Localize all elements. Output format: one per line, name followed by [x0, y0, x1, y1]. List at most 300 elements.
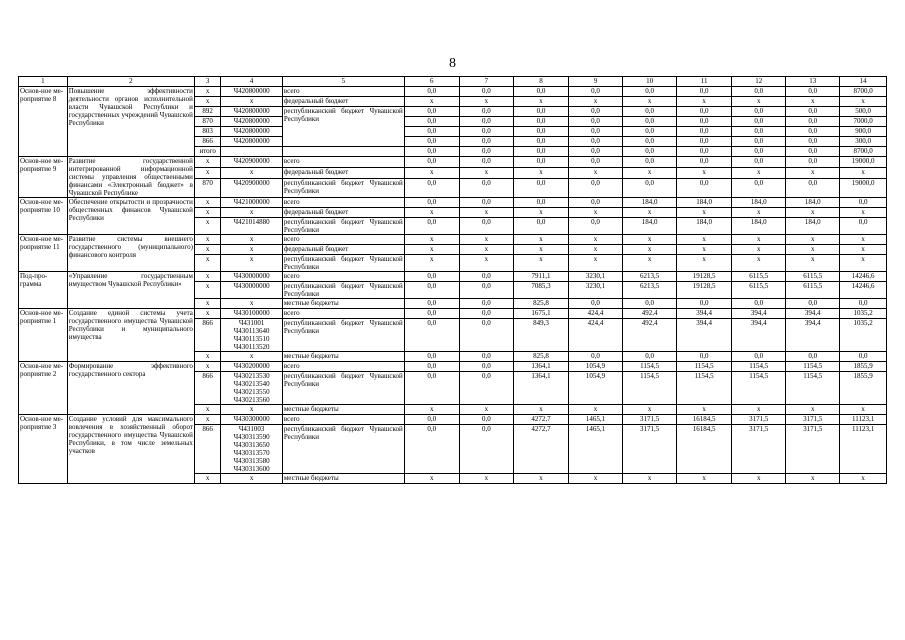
value-cell: x	[404, 474, 459, 484]
table-row	[19, 309, 887, 319]
value-cell: x	[677, 474, 732, 484]
value-cell: 1855,9	[840, 362, 887, 372]
kbk-cell: Ч431003 Ч430313590 Ч430313650 Ч430313570 Ч430313580 Ч430313600	[221, 425, 282, 474]
header-row	[19, 77, 887, 87]
kbk-cell: Ч420800000	[221, 107, 282, 117]
table-row	[19, 272, 887, 282]
value-cell: 394,4	[732, 319, 786, 352]
value-cell: x	[623, 405, 677, 415]
source-cell: республиканский бюджет Чувашской Республики	[283, 218, 403, 234]
header-cell: 3	[194, 77, 220, 87]
source-cell: федеральный бюджет	[282, 97, 404, 107]
value-cell: x	[786, 97, 840, 107]
value-cell: 14246,6	[840, 272, 887, 282]
value-cell: 16184,5	[677, 425, 732, 474]
grbs-cell: 803	[194, 127, 220, 137]
value-cell: 0,0	[677, 147, 732, 157]
value-cell: x	[459, 255, 513, 272]
value-cell: 6115,5	[786, 272, 840, 282]
kbk-cell: x	[221, 245, 282, 255]
value-cell: x	[569, 255, 623, 272]
value-cell: 3171,5	[786, 415, 840, 425]
kbk-cell: x	[221, 405, 282, 415]
source-cell: республиканский бюджет Чувашской Республики	[282, 372, 404, 405]
value-cell: 0,0	[569, 117, 623, 127]
source-cell: федеральный бюджет	[282, 168, 404, 179]
kbk-cell: x	[221, 97, 282, 107]
source-cell: республиканский бюджет Чувашской Республики	[282, 319, 404, 352]
header-cell: 13	[786, 77, 840, 87]
table-row	[19, 157, 887, 168]
source-cell: всего	[282, 235, 404, 245]
value-cell: x	[569, 208, 623, 218]
value-cell: x	[840, 208, 887, 218]
value-cell: x	[786, 235, 840, 245]
value-cell: x	[623, 255, 677, 272]
source-cell: республиканский бюджет Чувашской Республики	[282, 425, 404, 474]
value-cell: x	[513, 474, 568, 484]
value-cell: x	[677, 235, 732, 245]
value-cell: 500,0	[840, 107, 887, 117]
value-cell: x	[459, 208, 513, 218]
value-cell: 16184,5	[677, 415, 732, 425]
event-type-cell: Основ-ное ме-роприятие 10	[19, 198, 68, 235]
value-cell: x	[840, 405, 887, 415]
value-cell: x	[513, 168, 568, 179]
value-cell: x	[623, 235, 677, 245]
value-cell: 0,0	[786, 137, 840, 147]
source-cell: местные бюджеты	[282, 405, 404, 415]
value-cell: 1364,1	[513, 372, 568, 405]
table-row	[19, 415, 887, 425]
value-cell: 3230,1	[569, 272, 623, 282]
value-cell: 184,0	[677, 198, 732, 208]
value-cell: x	[840, 97, 887, 107]
value-cell: 1855,9	[840, 372, 887, 405]
value-cell: 11123,1	[840, 415, 887, 425]
value-cell: x	[732, 255, 786, 272]
value-cell: 0,0	[459, 425, 513, 474]
grbs-cell: 870	[194, 179, 220, 198]
event-name-cell: Развитие системы внешнего государственного (муниципального) финансового контроля	[67, 235, 194, 272]
value-cell: x	[513, 208, 568, 218]
grbs-cell: 866	[194, 137, 220, 147]
value-cell: 4272,7	[513, 425, 568, 474]
value-cell: 3171,5	[732, 425, 786, 474]
value-cell: 900,0	[840, 127, 887, 137]
value-cell: 184,0	[732, 218, 786, 235]
value-cell: x	[569, 405, 623, 415]
value-cell: 394,4	[786, 319, 840, 352]
grbs-cell: x	[194, 282, 220, 299]
value-cell: 8700,0	[840, 147, 887, 157]
event-name-cell: Формирование эффективного государственного сектора	[67, 362, 194, 415]
header-cell: 9	[569, 77, 623, 87]
value-cell: 1364,1	[513, 362, 568, 372]
kbk-cell: Ч430000000	[221, 282, 282, 299]
value-cell: x	[513, 245, 568, 255]
value-cell: 19000,0	[840, 157, 887, 168]
value-cell: 492,4	[623, 319, 677, 352]
value-cell: x	[569, 97, 623, 107]
value-cell: 0,0	[459, 87, 513, 97]
value-cell: x	[677, 97, 732, 107]
value-cell: 300,0	[840, 137, 887, 147]
value-cell: 0,0	[786, 117, 840, 127]
header-cell: 4	[221, 77, 282, 87]
value-cell: 0,0	[459, 299, 513, 309]
value-cell: 3230,1	[569, 282, 623, 299]
value-cell: 0,0	[840, 198, 887, 208]
value-cell: x	[732, 208, 786, 218]
value-cell: 0,0	[677, 107, 732, 117]
value-cell: 0,0	[404, 299, 459, 309]
value-cell: 825,8	[513, 352, 568, 362]
value-cell: x	[623, 97, 677, 107]
value-cell: 0,0	[513, 157, 568, 168]
value-cell: 1154,5	[623, 362, 677, 372]
value-cell: 0,0	[513, 198, 568, 208]
value-cell: 0,0	[404, 157, 459, 168]
value-cell: 19000,0	[840, 179, 887, 198]
value-cell: x	[404, 168, 459, 179]
kbk-cell: Ч420800000	[221, 127, 282, 137]
value-cell: 0,0	[569, 127, 623, 137]
kbk-cell: Ч421000000	[221, 198, 282, 208]
value-cell: 0,0	[459, 147, 513, 157]
value-cell: 0,0	[459, 362, 513, 372]
kbk-cell: Ч420900000	[221, 157, 282, 168]
value-cell: x	[459, 168, 513, 179]
value-cell: 0,0	[569, 107, 623, 117]
value-cell: x	[459, 97, 513, 107]
value-cell: x	[404, 97, 459, 107]
grbs-cell: x	[194, 272, 220, 282]
value-cell: 0,0	[840, 352, 887, 362]
kbk-cell: Ч430300000	[221, 415, 282, 425]
event-type-cell: Основ-ное ме-роприятие 3	[19, 415, 68, 484]
value-cell: 0,0	[404, 362, 459, 372]
value-cell: 0,0	[404, 319, 459, 352]
source-cell	[282, 147, 404, 157]
value-cell: 6115,5	[786, 282, 840, 299]
event-name-cell: Развитие государственной интегрированной информационной системы управления общественными финансами «Электронный бюджет» в Чувашской Республике	[68, 157, 193, 197]
value-cell: 184,0	[623, 218, 677, 235]
value-cell: 0,0	[623, 87, 677, 97]
value-cell: 0,0	[513, 218, 568, 235]
value-cell: 0,0	[459, 282, 513, 299]
kbk-cell: Ч430213530 Ч430213540 Ч430213550 Ч430213560	[221, 372, 282, 405]
event-name-cell: Обеспечение открытости и прозрачности общественных финансов Чувашской Республики	[67, 198, 194, 235]
value-cell: 0,0	[404, 137, 459, 147]
value-cell: 11123,1	[840, 425, 887, 474]
value-cell: 0,0	[677, 127, 732, 137]
grbs-cell: x	[194, 157, 220, 168]
value-cell: x	[786, 405, 840, 415]
value-cell: 1154,5	[786, 372, 840, 405]
header-cell: 12	[732, 77, 786, 87]
header-cell: 11	[677, 77, 732, 87]
value-cell: 0,0	[732, 179, 786, 198]
value-cell: 0,0	[404, 415, 459, 425]
header-cell: 1	[19, 77, 68, 87]
value-cell: 0,0	[677, 117, 732, 127]
value-cell: 1154,5	[786, 362, 840, 372]
value-cell: 0,0	[677, 299, 732, 309]
value-cell: 0,0	[732, 137, 786, 147]
value-cell: 0,0	[569, 179, 623, 198]
value-cell: 0,0	[569, 218, 623, 235]
grbs-cell: x	[194, 198, 220, 208]
grbs-cell: x	[194, 218, 220, 235]
value-cell: 0,0	[459, 352, 513, 362]
value-cell: 1054,9	[569, 372, 623, 405]
value-cell: x	[513, 405, 568, 415]
value-cell: 0,0	[623, 147, 677, 157]
value-cell: 0,0	[404, 309, 459, 319]
value-cell: 3171,5	[623, 415, 677, 425]
value-cell: 0,0	[732, 147, 786, 157]
value-cell: 19128,5	[677, 272, 732, 282]
kbk-cell: Ч420800000	[221, 117, 282, 127]
kbk-cell	[221, 147, 282, 157]
event-type-cell: Основ-ное ме-роприятие 1	[19, 309, 68, 362]
event-name-cell: «Управление государственным имуществом Чувашской Республики»	[67, 272, 194, 309]
value-cell: 1465,1	[569, 415, 623, 425]
value-cell: x	[623, 168, 677, 179]
grbs-cell: x	[194, 255, 220, 272]
grbs-cell: x	[194, 208, 220, 218]
value-cell: 394,4	[677, 309, 732, 319]
value-cell: x	[786, 208, 840, 218]
source-cell: федеральный бюджет	[282, 245, 404, 255]
value-cell: 184,0	[786, 198, 840, 208]
value-cell: 0,0	[459, 319, 513, 352]
source-cell: всего	[282, 87, 404, 97]
kbk-cell: Ч430100000	[221, 309, 282, 319]
value-cell: 0,0	[404, 117, 459, 127]
value-cell: x	[677, 208, 732, 218]
grbs-cell: x	[194, 415, 220, 425]
header-cell: 8	[513, 77, 568, 87]
value-cell: 0,0	[404, 147, 459, 157]
value-cell: 0,0	[404, 372, 459, 405]
kbk-cell: Ч420800000	[221, 87, 282, 97]
kbk-cell: Ч430000000	[221, 272, 282, 282]
source-cell: всего	[282, 415, 404, 425]
grbs-cell: x	[194, 97, 220, 107]
value-cell: 0,0	[459, 117, 513, 127]
value-cell: 1035,2	[840, 309, 887, 319]
value-cell: 0,0	[786, 87, 840, 97]
value-cell: 0,0	[459, 415, 513, 425]
value-cell: x	[786, 255, 840, 272]
value-cell: 0,0	[623, 299, 677, 309]
value-cell: 0,0	[459, 157, 513, 168]
event-name-cell: Создание единой системы учета государственного имущества Чувашской Республики и муниципального имущества	[67, 309, 194, 362]
table-row	[19, 235, 887, 245]
value-cell: 7911,1	[513, 272, 568, 282]
value-cell: 0,0	[404, 179, 459, 198]
value-cell: 1675,1	[513, 309, 568, 319]
table-row	[19, 87, 887, 97]
value-cell: 0,0	[840, 299, 887, 309]
grbs-cell: x	[194, 235, 220, 245]
grbs-cell: 866	[194, 425, 220, 474]
value-cell: 0,0	[732, 117, 786, 127]
value-cell: 0,0	[786, 352, 840, 362]
value-cell: x	[677, 405, 732, 415]
value-cell: 0,0	[459, 107, 513, 117]
value-cell: x	[623, 245, 677, 255]
value-cell: x	[786, 245, 840, 255]
grbs-cell: x	[194, 87, 220, 97]
value-cell: 1154,5	[732, 372, 786, 405]
value-cell: x	[459, 245, 513, 255]
value-cell: 0,0	[732, 299, 786, 309]
value-cell: 0,0	[404, 352, 459, 362]
value-cell: 0,0	[569, 87, 623, 97]
value-cell: x	[840, 168, 887, 179]
value-cell: x	[404, 208, 459, 218]
value-cell: 3171,5	[732, 415, 786, 425]
kbk-cell: x	[221, 474, 282, 484]
value-cell: 0,0	[459, 372, 513, 405]
budget-table	[18, 76, 887, 484]
value-cell: x	[840, 235, 887, 245]
value-cell: 0,0	[677, 87, 732, 97]
value-cell: x	[732, 405, 786, 415]
kbk-cell: x	[221, 235, 282, 245]
value-cell: 492,4	[623, 309, 677, 319]
value-cell: 3171,5	[623, 425, 677, 474]
value-cell: x	[513, 235, 568, 245]
grbs-cell: 892	[194, 107, 220, 117]
value-cell: 6213,5	[623, 272, 677, 282]
value-cell: 184,0	[786, 218, 840, 235]
event-type-cell: Под-про-грамма	[19, 272, 68, 309]
value-cell: x	[404, 245, 459, 255]
value-cell: x	[459, 405, 513, 415]
value-cell: x	[404, 405, 459, 415]
kbk-cell: x	[221, 299, 282, 309]
value-cell: 0,0	[569, 137, 623, 147]
value-cell: x	[677, 245, 732, 255]
value-cell: 0,0	[786, 179, 840, 198]
value-cell: 0,0	[513, 127, 568, 137]
value-cell: 0,0	[623, 107, 677, 117]
event-type-cell: Основ-ное ме-роприятие 2	[19, 362, 68, 415]
kbk-cell: Ч431001 Ч430113640 Ч430113510 Ч430113520	[221, 319, 282, 352]
value-cell: 0,0	[623, 137, 677, 147]
value-cell: x	[569, 235, 623, 245]
value-cell: 6115,5	[732, 272, 786, 282]
value-cell: 0,0	[404, 218, 459, 235]
value-cell: 19128,5	[677, 282, 732, 299]
value-cell: x	[786, 168, 840, 179]
grbs-cell: итого	[194, 147, 220, 157]
value-cell: 184,0	[623, 198, 677, 208]
value-cell: 0,0	[786, 299, 840, 309]
value-cell: x	[732, 235, 786, 245]
value-cell: x	[732, 245, 786, 255]
value-cell: 0,0	[569, 352, 623, 362]
value-cell: 0,0	[404, 107, 459, 117]
value-cell: x	[404, 255, 459, 272]
value-cell: 0,0	[513, 179, 568, 198]
event-type-cell: Основ-ное ме-роприятие 11	[19, 235, 68, 272]
source-cell: всего	[282, 198, 404, 208]
event-name-cell: Создание условий для максимального вовлечения в хозяйственный оборот государственного имущества Чувашской Республики, в том числе земельных участков	[67, 415, 194, 484]
value-cell: 184,0	[677, 218, 732, 235]
event-type-cell: Основ-ное ме-роприятие 8	[19, 87, 68, 157]
value-cell: 0,0	[786, 157, 840, 168]
header-cell: 10	[623, 77, 677, 87]
kbk-cell: x	[221, 168, 282, 179]
value-cell: 14246,6	[840, 282, 887, 299]
value-cell: 0,0	[569, 147, 623, 157]
value-cell: 0,0	[623, 179, 677, 198]
value-cell: 0,0	[677, 352, 732, 362]
value-cell: 0,0	[459, 198, 513, 208]
value-cell: 0,0	[404, 282, 459, 299]
value-cell: 0,0	[459, 272, 513, 282]
value-cell: x	[459, 235, 513, 245]
kbk-cell: Ч430200000	[221, 362, 282, 372]
value-cell: 0,0	[840, 218, 887, 235]
value-cell: x	[677, 255, 732, 272]
header-cell: 14	[840, 77, 887, 87]
value-cell: x	[513, 255, 568, 272]
value-cell: 0,0	[513, 117, 568, 127]
value-cell: 0,0	[732, 352, 786, 362]
value-cell: 0,0	[404, 87, 459, 97]
source-cell: всего	[282, 157, 404, 168]
value-cell: 1154,5	[677, 362, 732, 372]
value-cell: 1054,9	[569, 362, 623, 372]
value-cell: 424,4	[569, 309, 623, 319]
source-cell: республиканский бюджет Чувашской Республики	[283, 282, 403, 298]
grbs-cell: 866	[194, 372, 220, 405]
header-cell: 7	[459, 77, 513, 87]
value-cell: 0,0	[677, 137, 732, 147]
value-cell: 0,0	[513, 147, 568, 157]
value-cell: 0,0	[513, 137, 568, 147]
value-cell: x	[677, 168, 732, 179]
value-cell: 0,0	[786, 107, 840, 117]
table-row	[19, 198, 887, 208]
value-cell: 184,0	[732, 198, 786, 208]
value-cell: 0,0	[732, 127, 786, 137]
value-cell: 394,4	[786, 309, 840, 319]
grbs-cell: x	[194, 474, 220, 484]
value-cell: 1465,1	[569, 425, 623, 474]
value-cell: 825,8	[513, 299, 568, 309]
value-cell: 1035,2	[840, 319, 887, 352]
value-cell: x	[840, 245, 887, 255]
value-cell: 0,0	[569, 299, 623, 309]
value-cell: 0,0	[459, 179, 513, 198]
grbs-cell: x	[194, 245, 220, 255]
page-number: 8	[449, 56, 456, 71]
source-cell: местные бюджеты	[282, 299, 404, 309]
grbs-cell: x	[194, 362, 220, 372]
value-cell: 394,4	[732, 309, 786, 319]
value-cell: 0,0	[459, 127, 513, 137]
value-cell: 0,0	[404, 272, 459, 282]
header-cell: 6	[404, 77, 459, 87]
source-cell: всего	[282, 309, 404, 319]
